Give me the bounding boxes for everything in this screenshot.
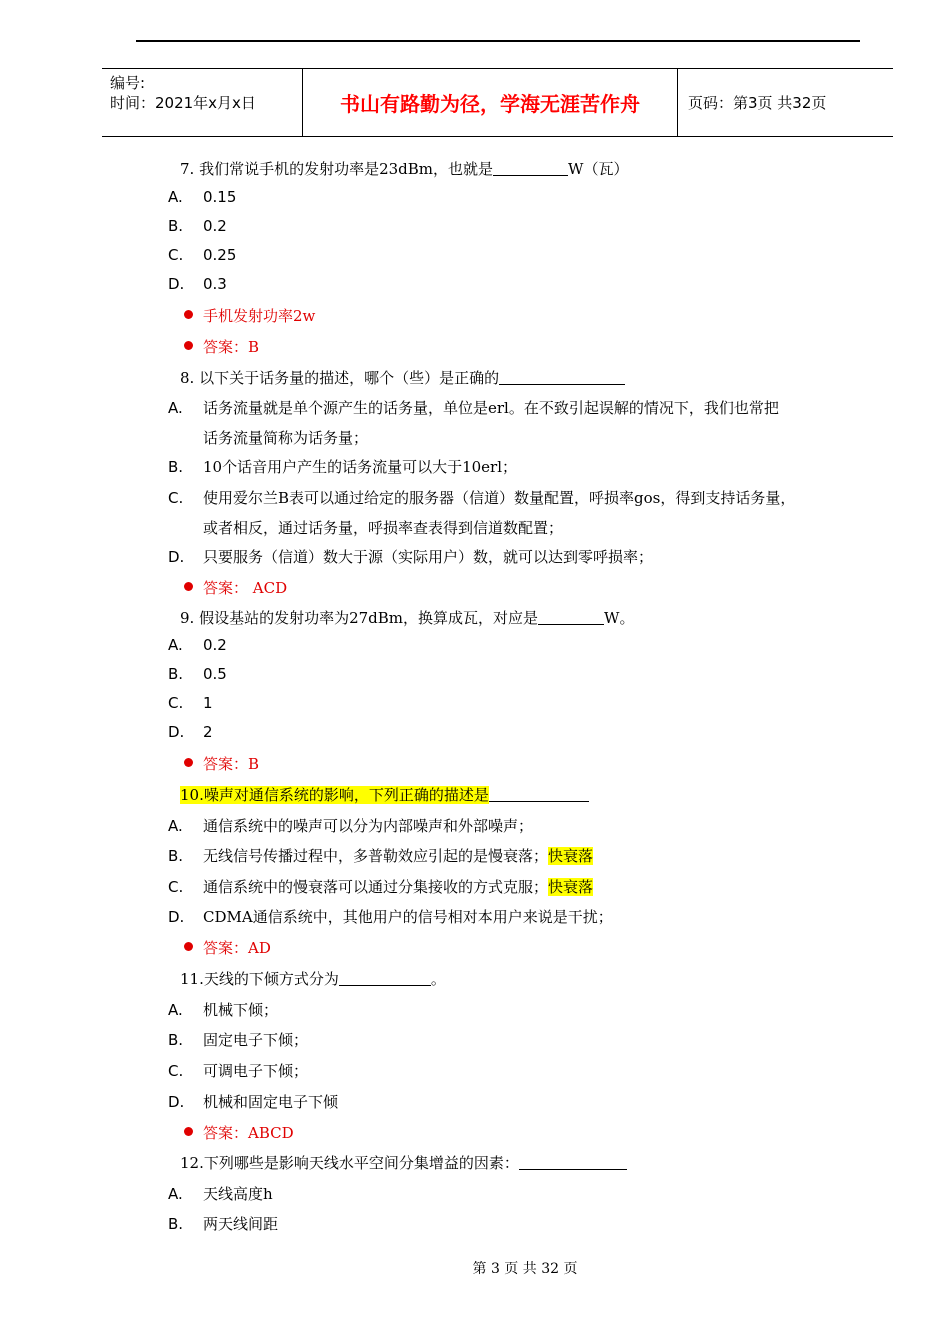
bullet-icon <box>184 341 193 350</box>
question-11-end: 。 <box>430 970 446 988</box>
q11-option-a <box>168 999 278 1020</box>
option-text: 可调电子下倾； <box>203 1062 309 1080</box>
q10-answer <box>184 937 271 958</box>
q7-option-b <box>168 217 227 235</box>
option-text: 天线高度h <box>203 1185 273 1203</box>
answer-text: 答案： ACD <box>203 579 288 597</box>
q10-option-d <box>168 906 613 927</box>
option-letter: D. <box>168 275 185 293</box>
question-9-unit: W。 <box>604 609 635 627</box>
option-text: 10个话音用户产生的话务流量可以大于10erl； <box>203 458 518 476</box>
option-letter: C. <box>168 694 184 712</box>
option-letter: B. <box>168 847 184 865</box>
q8-option-c <box>168 487 795 508</box>
option-letter: C. <box>168 878 184 896</box>
bullet-icon <box>184 310 193 319</box>
q9-option-d <box>168 723 213 741</box>
option-text: 2 <box>203 723 213 741</box>
option-text: 0.2 <box>203 217 227 235</box>
q11-option-c <box>168 1060 308 1081</box>
option-text: 无线信号传播过程中，多普勒效应引起的是慢衰落； <box>203 847 549 865</box>
q9-option-c <box>168 694 213 712</box>
option-letter: B. <box>168 665 184 683</box>
option-text: 0.15 <box>203 188 237 206</box>
number-label: 编号: <box>110 74 146 92</box>
q10-option-b <box>168 845 593 866</box>
bullet-icon <box>184 942 193 951</box>
answer-blank <box>519 1155 627 1170</box>
header-meta <box>102 69 303 136</box>
option-text: 固定电子下倾； <box>203 1031 309 1049</box>
option-letter: D. <box>168 1093 185 1111</box>
answer-blank <box>489 787 589 802</box>
q10-option-a <box>168 815 533 836</box>
q9-option-a <box>168 636 227 654</box>
highlight-mark: 快衰落 <box>548 878 594 896</box>
q8-option-d <box>168 546 653 567</box>
option-letter: A. <box>168 817 183 835</box>
option-letter: A. <box>168 636 183 654</box>
option-text: 机械和固定电子下倾 <box>203 1093 339 1111</box>
note-text: 手机发射功率2w <box>203 307 316 325</box>
q10-option-c <box>168 876 593 897</box>
option-letter: A. <box>168 1001 183 1019</box>
option-letter: D. <box>168 908 185 926</box>
answer-text: 答案：ABCD <box>203 1124 294 1142</box>
q7-option-d <box>168 275 227 293</box>
q11-answer <box>184 1122 294 1143</box>
answer-text: 答案：B <box>203 755 260 773</box>
option-text: 0.25 <box>203 246 237 264</box>
question-9 <box>180 607 634 628</box>
answer-blank <box>493 161 568 176</box>
question-7 <box>180 158 628 179</box>
question-10-stem: 10.噪声对通信系统的影响，下列正确的描述是 <box>180 786 489 804</box>
q7-option-c <box>168 246 236 264</box>
option-text: 通信系统中的慢衰落可以通过分集接收的方式克服； <box>203 878 549 896</box>
question-10 <box>180 784 589 805</box>
question-12 <box>180 1152 627 1173</box>
q9-answer <box>184 753 259 774</box>
q8-option-a-cont: 话务流量简称为话务量； <box>203 429 369 447</box>
option-text: 0.2 <box>203 636 227 654</box>
option-letter: B. <box>168 1031 184 1049</box>
q7-option-a <box>168 188 236 206</box>
question-7-unit: W（瓦） <box>568 160 629 178</box>
bullet-icon <box>184 758 193 767</box>
option-letter: C. <box>168 489 184 507</box>
answer-text: 答案：B <box>203 338 260 356</box>
q12-option-b <box>168 1213 278 1234</box>
option-text: 使用爱尔兰B表可以通过给定的服务器（信道）数量配置，呼损率gos，得到支持话务量， <box>203 489 796 507</box>
question-9-stem: 9. 假设基站的发射功率为27dBm，换算成瓦，对应是 <box>180 609 539 627</box>
q7-answer <box>184 336 259 357</box>
option-letter: B. <box>168 458 184 476</box>
bullet-icon <box>184 582 193 591</box>
option-letter: B. <box>168 1215 184 1233</box>
option-letter: A. <box>168 399 183 417</box>
q8-option-c-cont: 或者相反，通过话务量，呼损率查表得到信道数配置； <box>203 519 564 537</box>
option-text: 机械下倾； <box>203 1001 279 1019</box>
header-page-label: 页码：第3页 共32页 <box>688 94 827 112</box>
q11-option-b <box>168 1029 308 1050</box>
option-letter: C. <box>168 246 184 264</box>
q8-answer <box>184 577 287 598</box>
answer-blank <box>499 370 625 385</box>
q11-option-d <box>168 1091 338 1112</box>
option-text: CDMA通信系统中，其他用户的信号相对本用户来说是干扰； <box>203 908 613 926</box>
question-8-stem: 8. 以下关于话务量的描述，哪个（些）是正确的 <box>180 369 500 387</box>
option-letter: C. <box>168 1062 184 1080</box>
q7-note <box>184 305 315 326</box>
q9-option-b <box>168 665 227 683</box>
option-text: 通信系统中的噪声可以分为内部噪声和外部噪声； <box>203 817 534 835</box>
header-motto: 书山有路勤为径，学海无涯苦作舟 <box>303 69 678 136</box>
option-text: 1 <box>203 694 213 712</box>
option-text: 0.5 <box>203 665 227 683</box>
option-text: 两天线间距 <box>203 1215 279 1233</box>
answer-blank <box>339 971 431 986</box>
question-8 <box>180 367 625 388</box>
option-letter: B. <box>168 217 184 235</box>
option-text: 话务流量就是单个源产生的话务量，单位是erl。在不致引起误解的情况下，我们也常把 <box>203 399 779 417</box>
bullet-icon <box>184 1127 193 1136</box>
option-text: 0.3 <box>203 275 227 293</box>
option-letter: A. <box>168 188 183 206</box>
option-letter: A. <box>168 1185 183 1203</box>
q12-option-a <box>168 1183 273 1204</box>
page-footer: 第 3 页 共 32 页 <box>472 1261 578 1277</box>
question-12-stem: 12.下列哪些是影响天线水平空间分集增益的因素： <box>180 1154 519 1172</box>
question-11-stem: 11.天线的下倾方式分为 <box>180 970 339 988</box>
option-letter: D. <box>168 723 185 741</box>
answer-blank <box>538 610 604 625</box>
option-letter: D. <box>168 548 185 566</box>
highlight-mark: 快衰落 <box>548 847 594 865</box>
option-text: 只要服务（信道）数大于源（实际用户）数，就可以达到零呼损率； <box>203 548 654 566</box>
answer-text: 答案：AD <box>203 939 271 957</box>
q8-option-b <box>168 456 517 477</box>
top-rule <box>136 40 860 42</box>
time-label: 时间：2021年x月x日 <box>110 94 256 112</box>
page-header <box>102 68 893 137</box>
question-7-stem: 7. 我们常说手机的发射功率是23dBm，也就是 <box>180 160 494 178</box>
question-11 <box>180 968 446 989</box>
q8-option-a <box>168 397 779 418</box>
